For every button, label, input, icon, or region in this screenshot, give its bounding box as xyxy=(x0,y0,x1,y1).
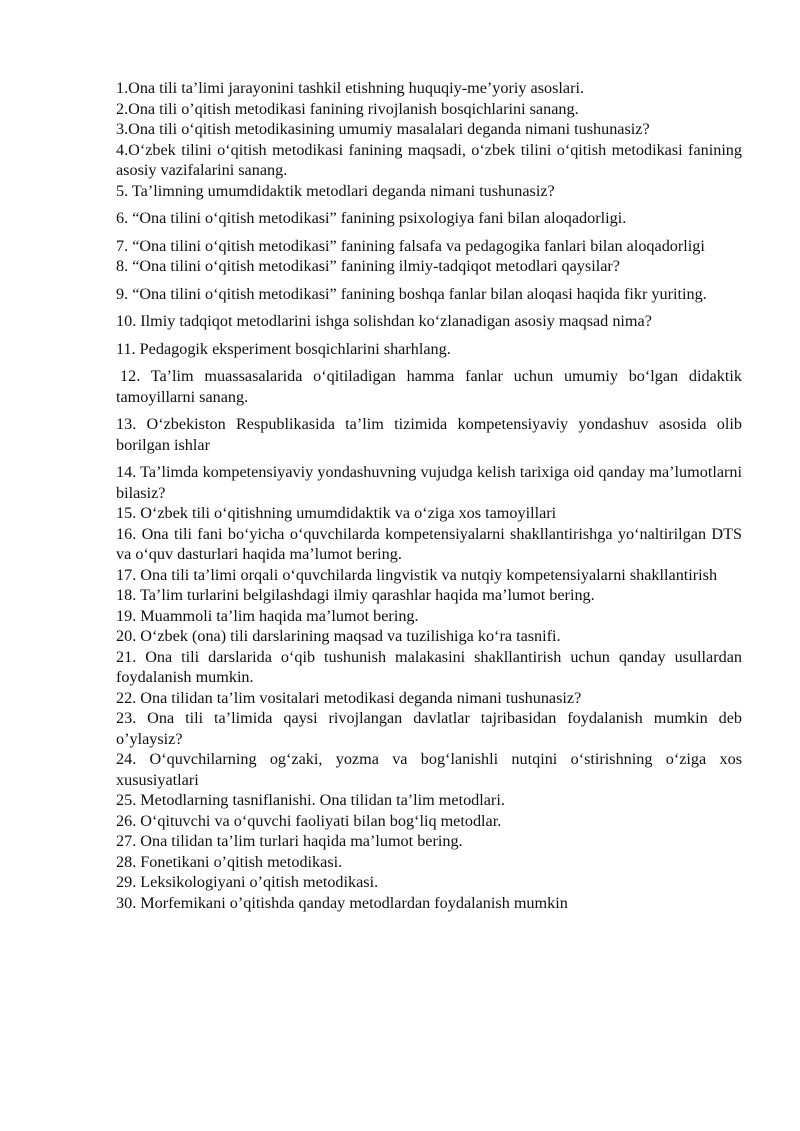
question-item: 4.O‘zbek tilini o‘qitish metodikasi fanining maqsadi, o‘zbek tilini o‘qitish metodikasi fanining asosiy vazifalarini sanang. xyxy=(116,140,742,179)
question-item: 29. Leksikologiyani o’qitish metodikasi. xyxy=(116,873,379,891)
question-item: 24. O‘quvchilarning og‘zaki, yozma va bog‘lanishli nutqini o‘stirishning o‘ziga xos xususiyatlari xyxy=(116,750,742,789)
question-item: 1.Ona tili ta’limi jarayonini tashkil etishning huquqiy-me’yoriy asoslari. xyxy=(116,79,585,97)
question-item: 25. Metodlarning tasniflanishi. Ona tilidan ta’lim metodlari. xyxy=(116,791,505,809)
question-item: 19. Muammoli ta’lim haqida ma’lumot bering. xyxy=(116,606,419,625)
question-item: 12. Ta’lim muassasalarida o‘qitiladigan hamma fanlar uchun umumiy bo‘lgan didaktik tamoyillarni sanang. xyxy=(116,367,742,406)
question-item: 20. O‘zbek (ona) tili darslarining maqsad va tuzilishiga ko‘ra tasnifi. xyxy=(116,627,561,645)
question-item: 30. Morfemikani o’qitishda qanday metodlardan foydalanish mumkin xyxy=(116,893,568,912)
question-item: 9. “Ona tilini o‘qitish metodikasi” fanining boshqa fanlar bilan aloqasi haqida fikr yuriting. xyxy=(116,284,707,303)
question-item: 18. Ta’lim turlarini belgilashdagi ilmiy qarashlar haqida ma’lumot bering. xyxy=(116,586,595,604)
question-item: 7. “Ona tilini o‘qitish metodikasi” fanining falsafa va pedagogika fanlari bilan aloqadorligi xyxy=(116,236,705,255)
question-item: 14. Ta’limda kompetensiyaviy yondashuvning vujudga kelish tarixiga oid qanday ma’lumotlarni bilasiz? xyxy=(116,463,742,502)
question-item: 10. Ilmiy tadqiqot metodlarini ishga solishdan ko‘zlanadigan asosiy maqsad nima? xyxy=(116,312,652,330)
question-list xyxy=(116,78,742,913)
question-item: 3.Ona tili o‘qitish metodikasining umumiy masalalari deganda nimani tushunasiz? xyxy=(116,120,650,138)
question-item: 21. Ona tili darslarida o‘qib tushunish malakasini shakllantirish uchun qanday usullardan foydalanish mumkin. xyxy=(116,647,742,686)
question-item: 13. O‘zbekiston Respublikasida ta’lim tizimida kompetensiyaviy yondashuv asosida olib borilgan ishlar xyxy=(116,415,742,454)
question-item: 22. Ona tilidan ta’lim vositalari metodikasi deganda nimani tushunasiz? xyxy=(116,688,582,707)
question-item: 27. Ona tilidan ta’lim turlari haqida ma’lumot bering. xyxy=(116,832,463,850)
question-item: 5. Ta’limning umumdidaktik metodlari deganda nimani tushunasiz? xyxy=(116,181,555,200)
question-item: 15. O‘zbek tili o‘qitishning umumdidaktik va o‘ziga xos tamoyillari xyxy=(116,504,557,522)
question-item: 16. Ona tili fani bo‘yicha o‘quvchilarda kompetensiyalarni shakllantirishga yo‘naltirilgan DTS va o‘quv dasturlari haqida ma’lumot bering. xyxy=(116,524,742,563)
question-item: 2.Ona tili o’qitish metodikasi fanining rivojlanish bosqichlarini sanang. xyxy=(116,99,579,118)
question-item: 26. O‘qituvchi va o‘quvchi faoliyati bilan bog‘liq metodlar. xyxy=(116,811,502,830)
question-item: 23. Ona tili ta’limida qaysi rivojlangan davlatlar tajribasidan foydalanish mumkin deb o’ylaysiz? xyxy=(116,709,742,748)
question-item: 17. Ona tili ta’limi orqali o‘quvchilarda lingvistik va nutqiy kompetensiyalarni shakllantirish xyxy=(116,565,718,584)
question-item: 11. Pedagogik eksperiment bosqichlarini sharhlang. xyxy=(116,339,451,358)
question-item: 6. “Ona tilini o‘qitish metodikasi” fanining psixologiya fani bilan aloqadorligi. xyxy=(116,209,627,227)
question-item: 28. Fonetikani o’qitish metodikasi. xyxy=(116,852,343,871)
question-item: 8. “Ona tilini o‘qitish metodikasi” fanining ilmiy-tadqiqot metodlari qaysilar? xyxy=(116,257,620,275)
